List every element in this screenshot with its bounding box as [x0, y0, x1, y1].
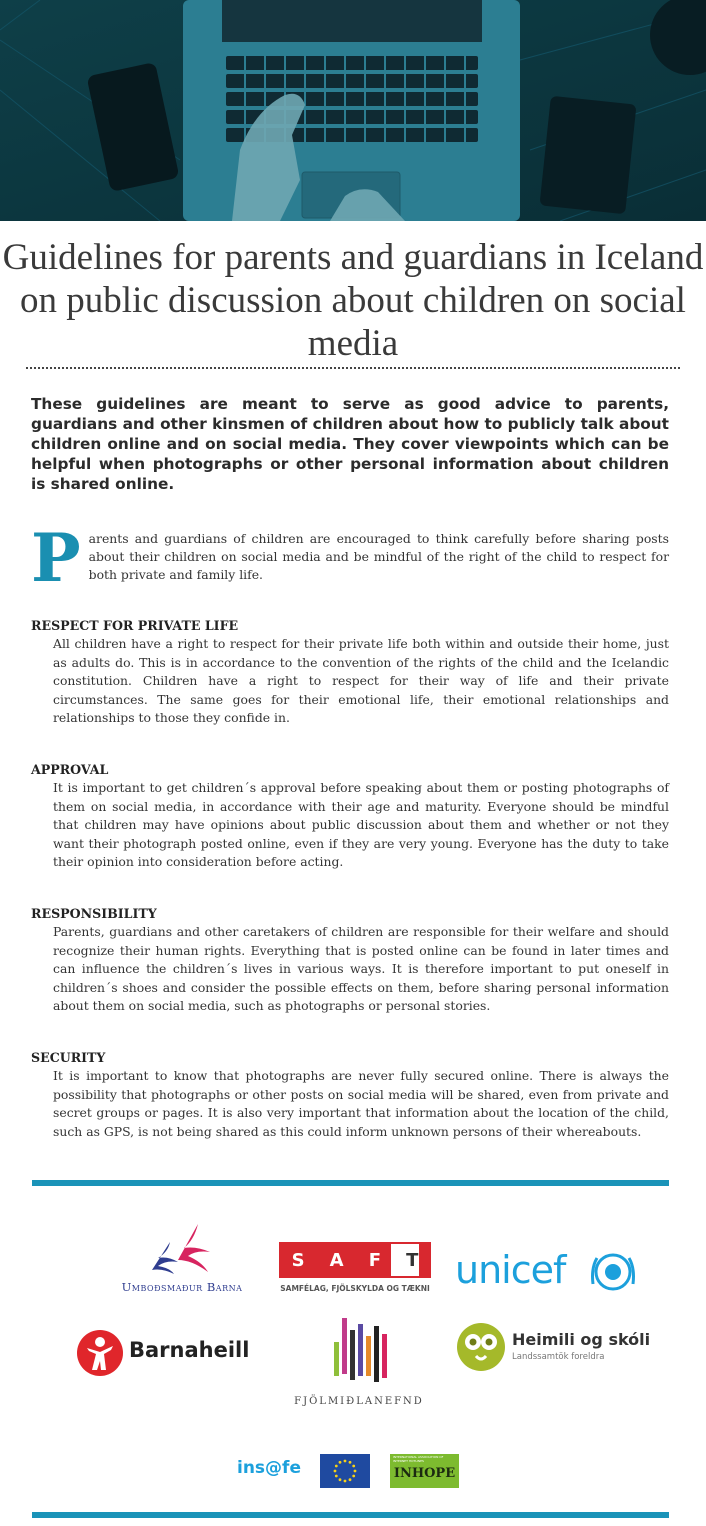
- umbodsmadur-barna-logo: [104, 1222, 260, 1302]
- eu-flag-icon: [320, 1454, 370, 1488]
- saft-subtitle: SAMFÉLAG, FJÖLSKYLDA OG TÆKNI: [280, 1284, 430, 1293]
- owl-icon: [456, 1322, 506, 1372]
- heimili-og-skoli-logo: [456, 1320, 651, 1374]
- insafe-logo: [237, 1458, 307, 1484]
- eu-stars-icon: [320, 1454, 370, 1488]
- barnaheill-logo: [77, 1328, 250, 1378]
- section-security: [31, 1049, 669, 1141]
- color-bars-icon: [332, 1316, 392, 1382]
- saft-letter: T: [406, 1250, 419, 1271]
- section-body: All children have a right to respect for their private life both within and outside their home, just as adults do. This is in accordance to the convention of the rights of the child and the Icelandic constitution. Children have a right to respect for their way of life and their private circumstances. The same goes for their emotional life, their emotional relationships and relationships to those they confide in.: [53, 636, 669, 725]
- section-respect: [31, 617, 669, 728]
- unicef-emblem-icon: [589, 1248, 637, 1296]
- birds-icon: [148, 1222, 218, 1274]
- unicef-logo: [455, 1246, 645, 1298]
- section-heading: RESPONSIBILITY: [31, 906, 157, 921]
- intro-text: arents and guardians of children are encouraged to think carefully before sharing posts about their children on social media and be mindful of the right of the child to respect for both private and family life.: [88, 531, 669, 582]
- heimili-subtitle: Landssamtök foreldra: [512, 1352, 605, 1362]
- saft-letter: S: [291, 1250, 305, 1271]
- drop-cap: P: [31, 519, 81, 597]
- saft-letter: A: [329, 1250, 344, 1271]
- unicef-text: unicef: [455, 1248, 566, 1292]
- inhope-text: INHOPE: [393, 1466, 456, 1481]
- section-heading: RESPECT FOR PRIVATE LIFE: [31, 618, 239, 633]
- accent-rule-top: [32, 1180, 669, 1186]
- saft-letter: F: [368, 1250, 382, 1271]
- accent-rule-bottom: [32, 1512, 669, 1518]
- barnaheill-text: Barnaheill: [129, 1338, 250, 1362]
- inhope-small-text: INTERNATIONAL ASSOCIATION OF INTERNET HOTLINES: [393, 1455, 444, 1463]
- saft-logo: [279, 1242, 431, 1298]
- hero-image: [0, 0, 706, 221]
- fjolmidlanefnd-logo: [284, 1316, 434, 1412]
- heimili-title: Heimili og skóli: [512, 1330, 651, 1349]
- child-figure-icon: [77, 1330, 123, 1376]
- section-approval: [31, 761, 669, 872]
- section-body: It is important to get children´s approval before speaking about them or posting photographs of them on social media, in accordance with their age and maturity. Everyone should be mindful that children may have opinions about public discussion about them and whether or not they want their photograph posted online, even if they are very young. Everyone has the duty to take their opinion into consideration before acting.: [53, 780, 669, 869]
- fjolmidlanefnd-text: FJÖLMIÐLANEFND: [294, 1396, 424, 1407]
- lead-paragraph: These guidelines are meant to serve as good advice to parents, guardians and other kinsmen of children about how to publicly talk about children online and on social media. They cover viewpoints which can be helpful when photographs or other personal information about children is shared online.: [31, 395, 669, 493]
- section-heading: SECURITY: [31, 1050, 106, 1065]
- section-heading: APPROVAL: [31, 762, 109, 777]
- page-title: Guidelines for parents and guardians in Iceland on public discussion about children on social media: [2, 237, 704, 364]
- inhope-logo: [390, 1454, 459, 1488]
- laptop-photo: [0, 0, 706, 221]
- insafe-text: ins@fe: [237, 1458, 301, 1478]
- umbodsmadur-text: Umboðsmaður Barna: [121, 1280, 243, 1294]
- section-body: It is important to know that photographs are never fully secured online. There is always the possibility that photographs or other posts on social media will be shared, even from private and secret groups or pages. It is also very important that information about the location of the child, such as GPS, is not being shared as this could inform unknown persons of their whereabouts.: [53, 1068, 669, 1139]
- intro-paragraph: [31, 519, 669, 597]
- section-body: Parents, guardians and other caretakers of children are responsible for their welfare and should recognize their human rights. Everything that is posted online can be found in later times and can influence the children´s lives in various ways. It is therefore important to put oneself in children´s shoes and consider the possible effects on them, before sharing personal information about them on social media, such as photographs or personal stories.: [53, 924, 669, 1013]
- section-responsibility: [31, 905, 669, 1016]
- dotted-divider: [26, 367, 680, 369]
